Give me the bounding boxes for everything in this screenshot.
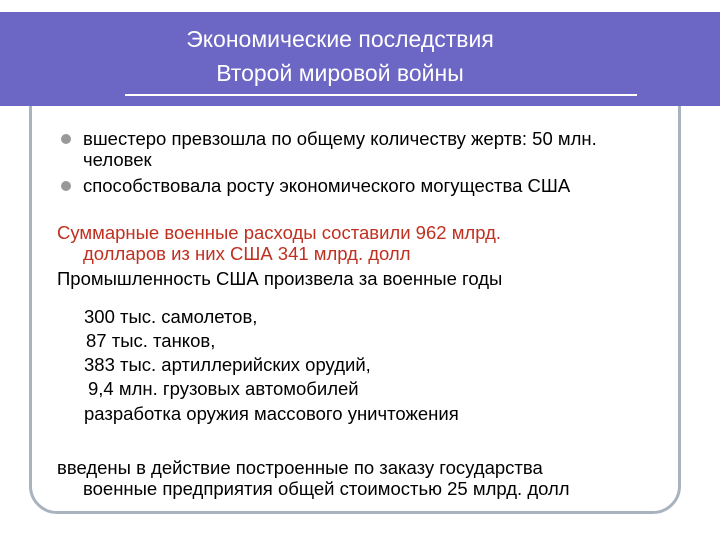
- bullet-2-line-1: способствовала росту экономического могущества США: [83, 175, 571, 196]
- production-item: 383 тыс. артиллерийских орудий,: [84, 354, 371, 375]
- production-item: разработка оружия массового уничтожения: [84, 403, 459, 424]
- bullet-dot-icon: [61, 181, 71, 191]
- bullet-dot-icon: [61, 134, 71, 144]
- enterprises-line-2: военные предприятия общей стоимостью 25 млрд. долл: [83, 478, 570, 499]
- slide-title-line-2: Второй мировой войны: [216, 60, 464, 86]
- enterprises-line-1: введены в действие построенные по заказу государства: [57, 457, 543, 478]
- slide-title-line-1: Экономические последствия: [186, 26, 494, 52]
- production-item: 87 тыс. танков,: [86, 330, 216, 351]
- slide-title: [60, 22, 620, 90]
- bullet-1-line-2: человек: [83, 149, 152, 170]
- bullet-1-line-1: вшестеро превзошла по общему количеству жертв: 50 млн.: [83, 128, 597, 149]
- production-item: 300 тыс. самолетов,: [84, 306, 258, 327]
- production-item: 9,4 млн. грузовых автомобилей: [88, 378, 359, 399]
- industry-heading: Промышленность США произвела за военные годы: [57, 268, 503, 289]
- title-bar-tail: [636, 12, 720, 106]
- expenses-line-1: Суммарные военные расходы составили 962 млрд.: [57, 222, 501, 243]
- title-underline: [125, 94, 637, 96]
- expenses-line-2: долларов из них США 341 млрд. долл: [83, 243, 411, 264]
